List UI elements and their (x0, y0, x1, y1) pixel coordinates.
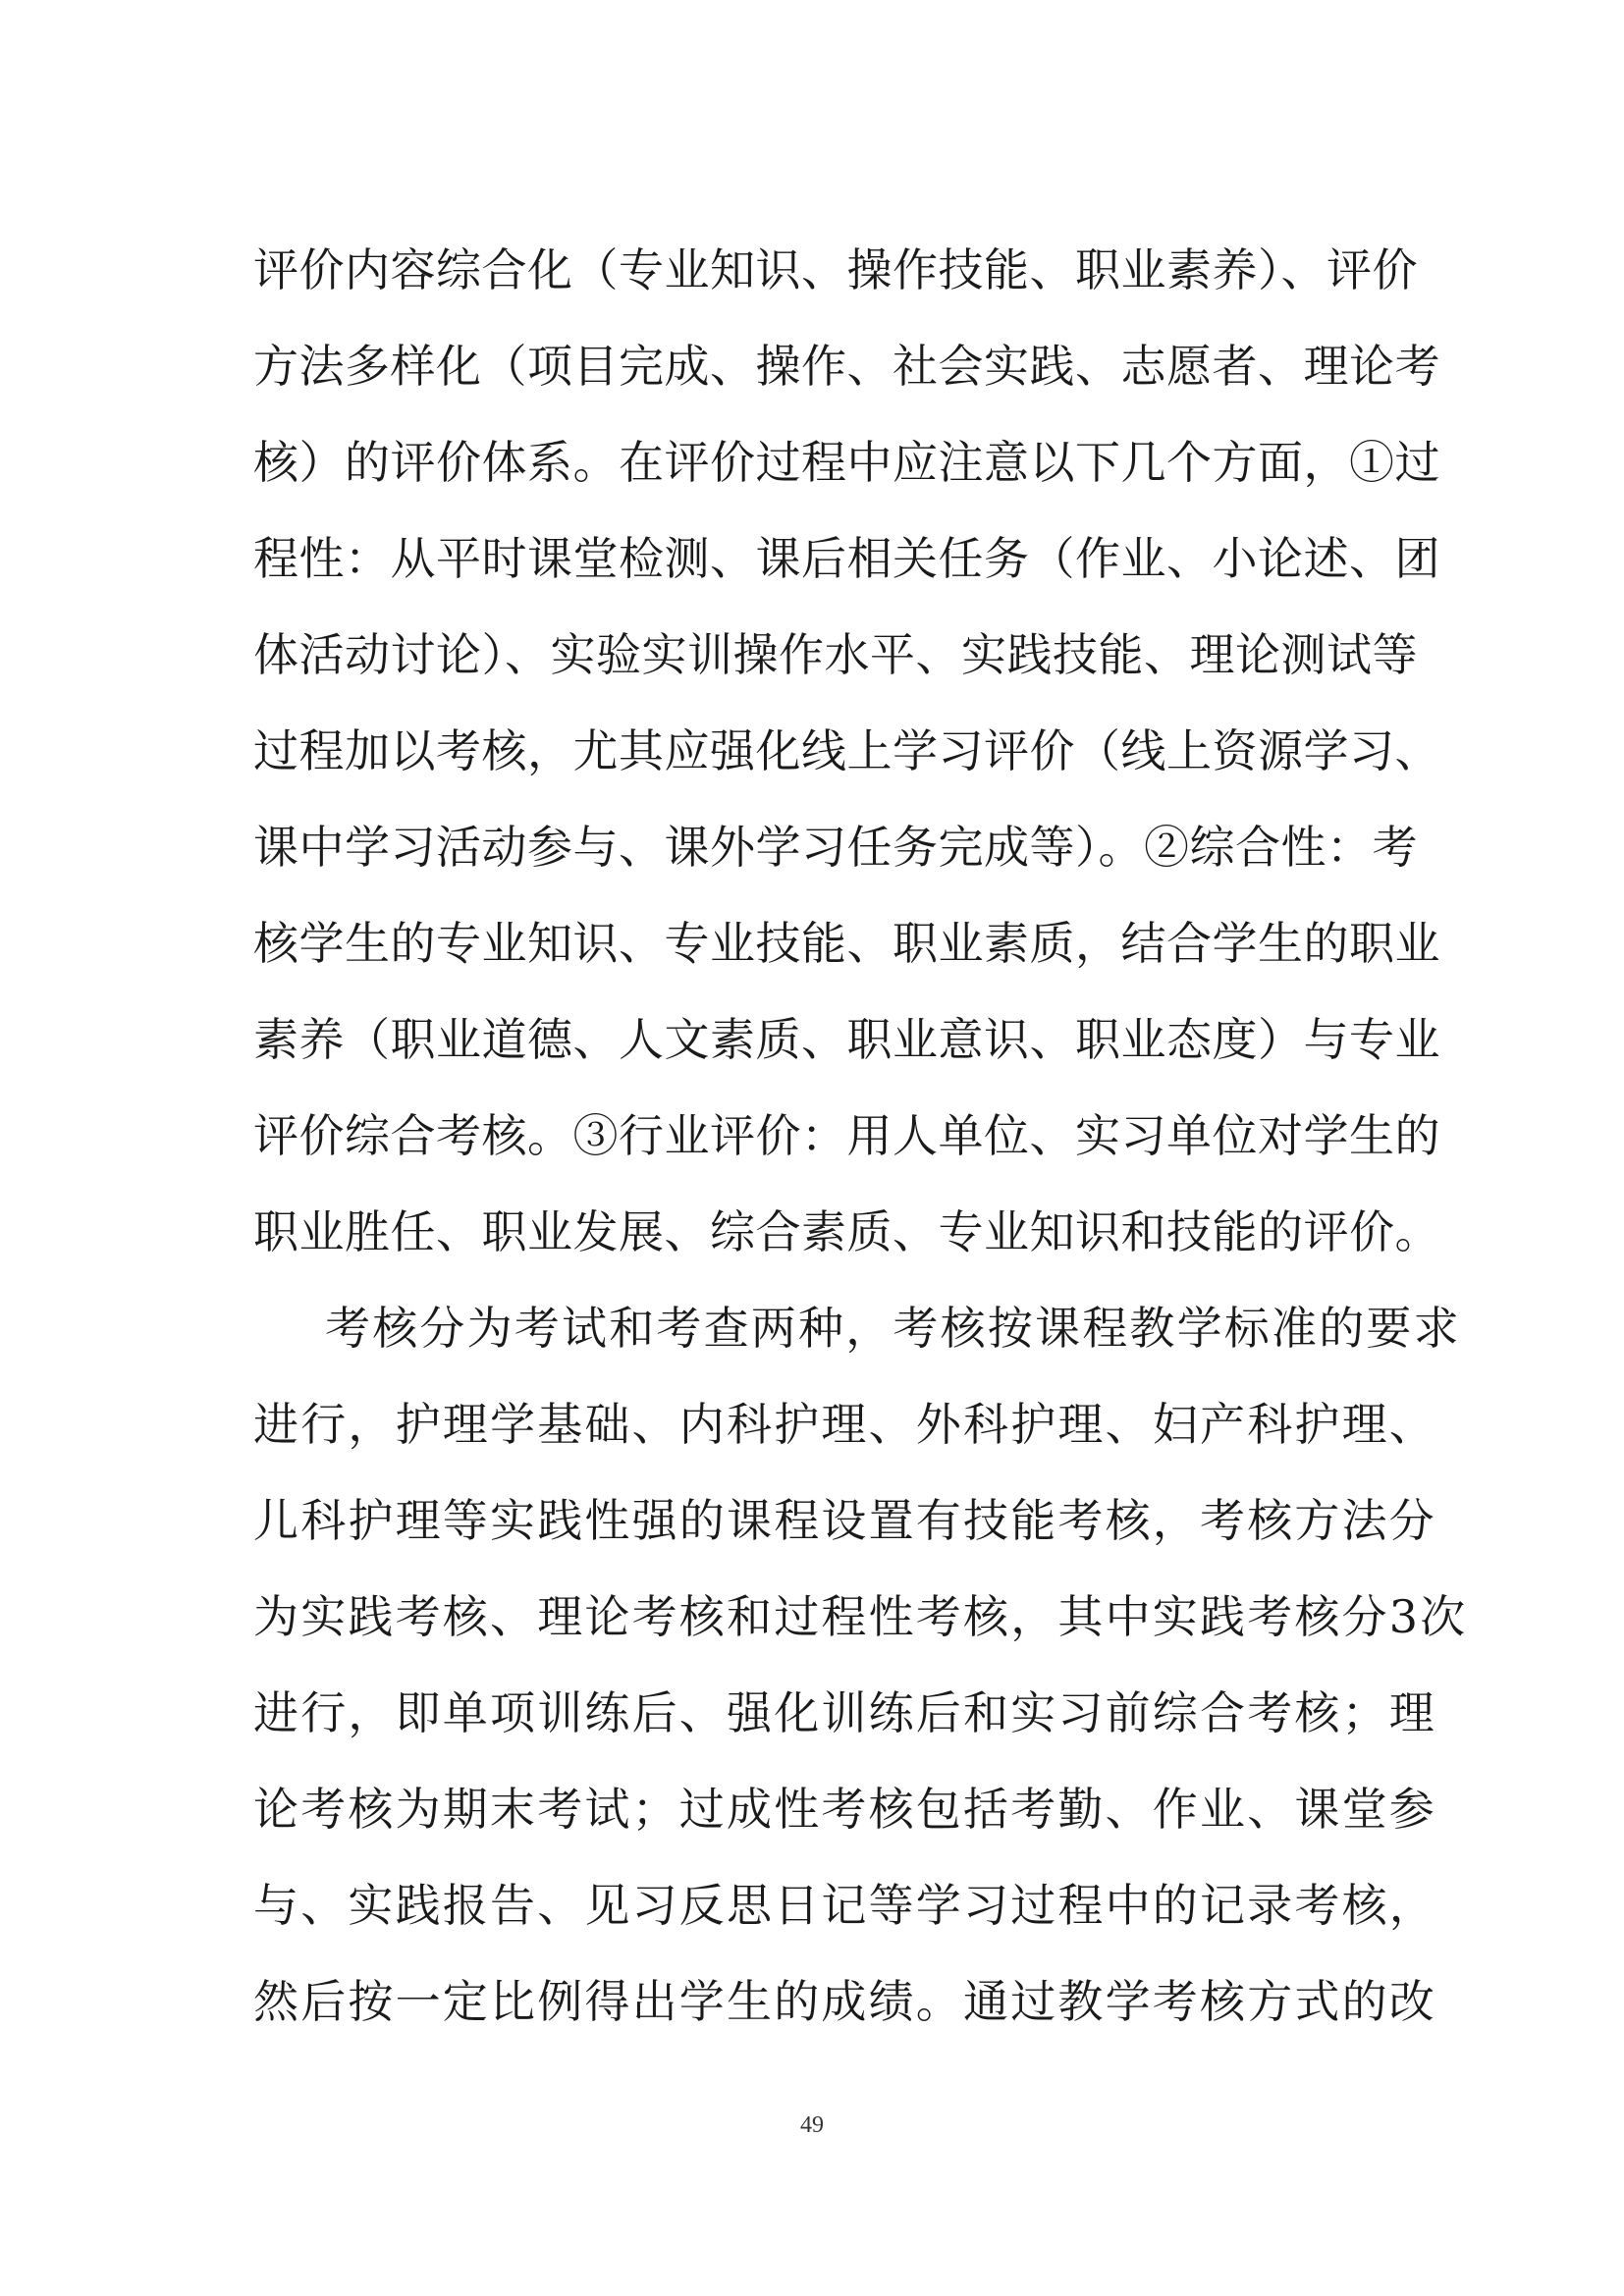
paragraph-1-line-9: 素养（职业道德、人文素质、职业意识、职业态度）与专业 (253, 1013, 1440, 1066)
paragraph-1-line-8: 核学生的专业知识、专业技能、职业素质，结合学生的职业 (253, 917, 1440, 970)
paragraph-1-line-2: 方法多样化（项目完成、操作、社会实践、志愿者、理论考 (253, 340, 1440, 393)
paragraph-1-line-1: 评价内容综合化（专业知识、操作技能、职业素养）、评价 (253, 243, 1418, 296)
paragraph-1-line-6: 过程加以考核，尤其应强化线上学习评价（线上资源学习、 (253, 724, 1440, 777)
paragraph-2-line-1: 考核分为考试和考查两种，考核按课程教学标准的要求 (325, 1302, 1461, 1355)
page-number: 49 (800, 2112, 824, 2138)
paragraph-2-line-7: 与、实践报告、见习反思日记等学习过程中的记录考核， (253, 1879, 1436, 1932)
paragraph-1-line-11: 职业胜任、职业发展、综合素质、专业知识和技能的评价。 (253, 1205, 1440, 1258)
paragraph-2-line-5: 进行，即单项训练后、强化训练后和实习前综合考核；理 (253, 1686, 1436, 1739)
paragraph-1-line-3: 核）的评价体系。在评价过程中应注意以下几个方面，①过 (253, 436, 1440, 489)
paragraph-1-line-5: 体活动讨论）、实验实训操作水平、实践技能、理论测试等 (253, 628, 1418, 681)
paragraph-1-line-4: 程性：从平时课堂检测、课后相关任务（作业、小论述、团 (253, 532, 1440, 585)
paragraph-1-line-10: 评价综合考核。③行业评价：用人单位、实习单位对学生的 (253, 1109, 1440, 1162)
paragraph-2-line-6: 论考核为期末考试；过成性考核包括考勤、作业、课堂参 (253, 1783, 1436, 1836)
paragraph-2-line-4: 为实践考核、理论考核和过程性考核，其中实践考核分3次 (253, 1590, 1468, 1643)
paragraph-2-line-3: 儿科护理等实践性强的课程设置有技能考核，考核方法分 (253, 1494, 1436, 1547)
paragraph-2-line-2: 进行，护理学基础、内科护理、外科护理、妇产科护理、 (253, 1398, 1436, 1451)
paragraph-2-line-8: 然后按一定比例得出学生的成绩。通过教学考核方式的改 (253, 1975, 1436, 2028)
paragraph-1-line-7: 课中学习活动参与、课外学习任务完成等）。②综合性：考 (253, 821, 1418, 874)
